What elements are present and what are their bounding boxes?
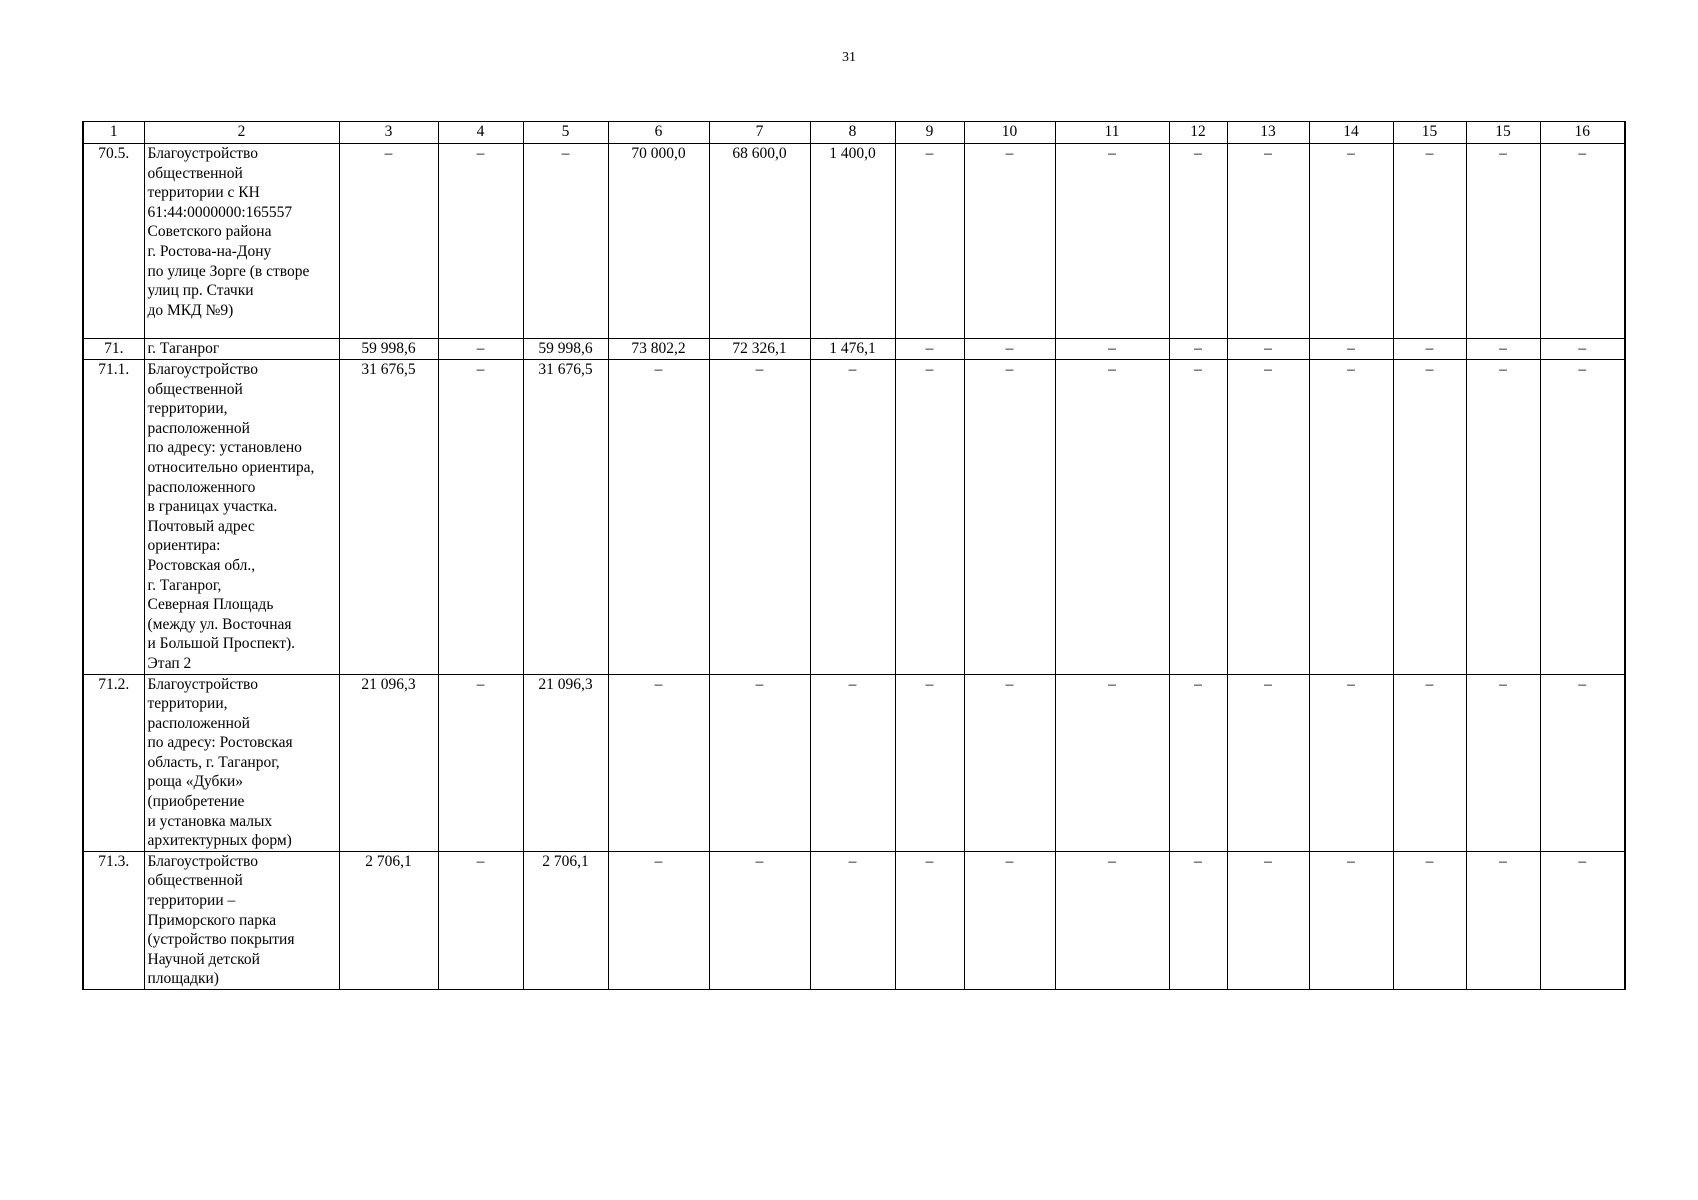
object-name-line: (между ул. Восточная — [147, 615, 292, 633]
value-cell: – — [1466, 144, 1540, 339]
object-name-line: г. Таганрог — [147, 340, 220, 357]
value-cell: – — [810, 674, 895, 851]
object-name-line: и Большой Проспект). — [147, 635, 296, 653]
value-cell: – — [709, 674, 810, 851]
value-cell: – — [1393, 144, 1466, 339]
row-number: 71. — [83, 339, 144, 360]
value-cell: – — [1393, 674, 1466, 851]
header-cell: 16 — [1540, 122, 1625, 144]
object-name-line: по адресу: Ростовская — [147, 734, 293, 752]
object-name — [144, 851, 339, 989]
header-cell: 14 — [1309, 122, 1393, 144]
object-name-line: в границах участка. — [147, 498, 278, 516]
value-cell: – — [1227, 144, 1309, 339]
value-cell: – — [1540, 144, 1625, 339]
value-cell: – — [523, 144, 608, 339]
value-cell: – — [339, 144, 438, 339]
table-row — [83, 674, 1625, 851]
header-cell: 8 — [810, 122, 895, 144]
object-name-line: Советского района — [147, 223, 272, 241]
value-cell: – — [964, 144, 1055, 339]
row-number: 71.3. — [83, 851, 144, 989]
value-cell: 1 476,1 — [810, 339, 895, 360]
value-cell: – — [964, 674, 1055, 851]
object-name-line: архитектурных форм) — [147, 832, 292, 850]
value-cell: – — [438, 851, 523, 989]
object-name-line: по улице Зорге (в створе — [147, 262, 310, 280]
table-row — [83, 851, 1625, 989]
value-cell: 31 676,5 — [339, 360, 438, 675]
table-body — [83, 144, 1625, 990]
value-cell: – — [1393, 360, 1466, 675]
value-cell: – — [1540, 339, 1625, 360]
row-number: 71.1. — [83, 360, 144, 675]
object-name-line: по адресу: установлено — [147, 439, 302, 457]
value-cell: – — [1169, 360, 1227, 675]
page-number: 31 — [842, 50, 856, 65]
table-row — [83, 360, 1625, 675]
row-number: 70.5. — [83, 144, 144, 339]
header-cell: 9 — [895, 122, 964, 144]
header-cell: 2 — [144, 122, 339, 144]
object-name-line: Ростовская обл., — [147, 556, 256, 574]
object-name-line: общественной — [147, 164, 243, 182]
value-cell: – — [1227, 339, 1309, 360]
value-cell: – — [1169, 339, 1227, 360]
value-cell: 70 000,0 — [608, 144, 709, 339]
object-name-line: относительно ориентира, — [147, 458, 315, 476]
header-cell: 12 — [1169, 122, 1227, 144]
value-cell: – — [810, 360, 895, 675]
budget-table — [82, 121, 1626, 990]
value-cell: – — [810, 851, 895, 989]
value-cell: – — [1393, 851, 1466, 989]
value-cell: – — [895, 360, 964, 675]
object-name-line: ориентира: — [147, 537, 221, 555]
object-name-line: территории, — [147, 695, 228, 713]
header-cell: 10 — [964, 122, 1055, 144]
header-cell: 11 — [1055, 122, 1169, 144]
object-name-line: расположенной — [147, 714, 250, 732]
object-name-line: (устройство покрытия — [147, 931, 295, 949]
value-cell: – — [1309, 674, 1393, 851]
object-name-line: Приморского парка — [147, 911, 277, 929]
value-cell: – — [1309, 144, 1393, 339]
value-cell: – — [608, 674, 709, 851]
value-cell: – — [1466, 339, 1540, 360]
value-cell: – — [438, 674, 523, 851]
header-cell: 6 — [608, 122, 709, 144]
row-number: 71.2. — [83, 674, 144, 851]
value-cell: 21 096,3 — [523, 674, 608, 851]
value-cell: 2 706,1 — [339, 851, 438, 989]
value-cell: – — [895, 674, 964, 851]
object-name-line: территории с КН — [147, 184, 260, 202]
value-cell: – — [1055, 674, 1169, 851]
object-name-line: расположенной — [147, 419, 250, 437]
value-cell: – — [1227, 360, 1309, 675]
object-name-line: Северная Площадь — [147, 596, 274, 614]
header-cell: 7 — [709, 122, 810, 144]
object-name-line: общественной — [147, 872, 243, 890]
object-name-line: г. Таганрог, — [147, 576, 222, 594]
object-name — [144, 674, 339, 851]
object-name-line: Благоустройство — [147, 145, 258, 162]
object-name — [144, 360, 339, 675]
header-cell: 13 — [1227, 122, 1309, 144]
value-cell: 31 676,5 — [523, 360, 608, 675]
value-cell: 72 326,1 — [709, 339, 810, 360]
value-cell: 59 998,6 — [339, 339, 438, 360]
value-cell: – — [438, 144, 523, 339]
value-cell: – — [438, 360, 523, 675]
value-cell: 2 706,1 — [523, 851, 608, 989]
header-cell: 1 — [83, 122, 144, 144]
value-cell: – — [1466, 851, 1540, 989]
value-cell: – — [895, 339, 964, 360]
value-cell: – — [1055, 851, 1169, 989]
value-cell: – — [895, 851, 964, 989]
object-name — [144, 144, 339, 339]
value-cell: – — [608, 851, 709, 989]
header-cell: 3 — [339, 122, 438, 144]
value-cell: – — [709, 851, 810, 989]
value-cell: – — [895, 144, 964, 339]
object-name-line: общественной — [147, 380, 243, 398]
value-cell: – — [1309, 851, 1393, 989]
table-row — [83, 144, 1625, 339]
object-name-line: Благоустройство — [147, 361, 258, 378]
value-cell: – — [1169, 851, 1227, 989]
object-name-line: расположенного — [147, 478, 256, 496]
value-cell: – — [709, 360, 810, 675]
value-cell: – — [1169, 144, 1227, 339]
value-cell: – — [1055, 339, 1169, 360]
value-cell: – — [964, 851, 1055, 989]
header-cell: 4 — [438, 122, 523, 144]
value-cell: 59 998,6 — [523, 339, 608, 360]
object-name-line: территории, — [147, 400, 228, 418]
value-cell: 73 802,2 — [608, 339, 709, 360]
value-cell: – — [1540, 360, 1625, 675]
value-cell: – — [964, 360, 1055, 675]
value-cell: – — [438, 339, 523, 360]
value-cell: – — [1309, 360, 1393, 675]
object-name-line: улиц пр. Стачки — [147, 282, 254, 300]
value-cell: – — [1055, 144, 1169, 339]
value-cell: – — [1055, 360, 1169, 675]
value-cell: – — [964, 339, 1055, 360]
object-name-line: область, г. Таганрог, — [147, 753, 280, 771]
object-name-line: Благоустройство — [147, 675, 258, 693]
object-name-line: и установка малых — [147, 812, 273, 830]
object-name-line: (приобретение — [147, 793, 245, 811]
object-name — [144, 339, 339, 360]
object-name-line: территории – — [147, 892, 236, 910]
table-row — [83, 339, 1625, 360]
object-name-line: 61:44:0000000:165557 — [147, 203, 293, 221]
value-cell: – — [1466, 674, 1540, 851]
value-cell: 68 600,0 — [709, 144, 810, 339]
value-cell: – — [1227, 674, 1309, 851]
object-name-line: площадки) — [147, 970, 219, 988]
value-cell: – — [1227, 851, 1309, 989]
object-name-line: г. Ростова-на-Дону — [147, 242, 272, 260]
value-cell: – — [1393, 339, 1466, 360]
object-name-line: Благоустройство — [147, 852, 258, 870]
header-cell: 5 — [523, 122, 608, 144]
header-cell: 15 — [1466, 122, 1540, 144]
value-cell: – — [1169, 674, 1227, 851]
value-cell: 1 400,0 — [810, 144, 895, 339]
object-name-line: Почтовый адрес — [147, 517, 255, 535]
value-cell: 21 096,3 — [339, 674, 438, 851]
header-cell: 15 — [1393, 122, 1466, 144]
object-name-line: до МКД №9) — [147, 301, 234, 319]
value-cell: – — [1540, 851, 1625, 989]
object-name-line: Этап 2 — [147, 654, 192, 672]
value-cell: – — [1466, 360, 1540, 675]
object-name-line: роща «Дубки» — [147, 773, 244, 791]
value-cell: – — [1309, 339, 1393, 360]
object-name-line: Научной детской — [147, 950, 260, 968]
value-cell: – — [1540, 674, 1625, 851]
header-row — [83, 122, 1625, 144]
value-cell: – — [608, 360, 709, 675]
